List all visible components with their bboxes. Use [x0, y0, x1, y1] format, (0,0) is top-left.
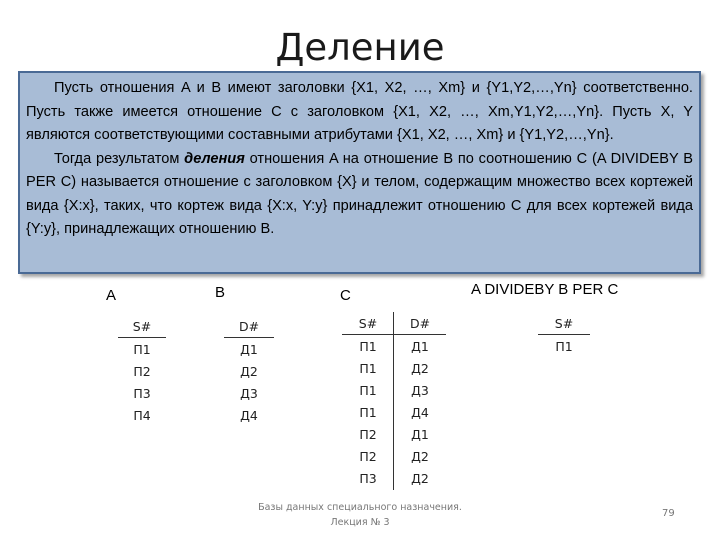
definition-text: Тогда результатом	[54, 150, 185, 167]
table-row	[342, 423, 446, 445]
table-cell: Д1	[240, 341, 258, 357]
table-cell: П1	[359, 360, 377, 376]
table-cell: Д2	[411, 448, 429, 464]
result-table	[538, 312, 590, 357]
relation-a-label: A	[106, 287, 117, 304]
result-label: A DIVIDEBY B PER C	[471, 281, 619, 298]
table-cell: П1	[359, 404, 377, 420]
definition-text: отношения A на отношение B по соотношению C (A DIVIDEBY B PER C) называется отношение с заголовком {X} и телом, содержащим множество всех кортежей вида {X:x}, таких, что кортеж вида {X:x, Y:y} принадлежит отношению C для всех кортежей вида {Y:y}, принадлежащих отношению B.	[26, 150, 693, 237]
definition-paragraph-1: Пусть отношения A и B имеют заголовки {X1, X2, …, Xm} и {Y1,Y2,…,Yn} соответственно. Пусть также имеется отношение C с заголовком {X1, X2, …, Xm,Y1,Y2,…,Yn}. Пусть X, Y являются соответствующими составными атрибутами {X1, X2, …, Xm} и {Y1,Y2,…,Yn}.	[26, 80, 693, 143]
table-row	[224, 338, 274, 361]
relation-a-header: S#	[118, 315, 166, 338]
relation-c-table	[342, 312, 446, 489]
table-cell: Д4	[411, 404, 429, 420]
table-cell: П1	[359, 382, 377, 398]
table-cell: Д4	[240, 407, 258, 423]
table-row	[118, 338, 166, 361]
table-row	[342, 379, 446, 401]
table-cell: Д2	[240, 363, 258, 379]
table-row	[342, 445, 446, 467]
result-header: S#	[538, 312, 590, 335]
definition-box	[18, 71, 701, 274]
relation-c-label: C	[340, 287, 351, 304]
table-cell: П2	[359, 448, 377, 464]
slide-footer	[230, 500, 490, 530]
table-cell: П1	[555, 338, 573, 354]
table-row	[342, 401, 446, 423]
table-row	[224, 404, 274, 426]
table-row	[118, 360, 166, 382]
definition-term: деления	[184, 150, 245, 167]
table-cell: Д2	[411, 360, 429, 376]
relation-c-header-d: D#	[394, 312, 446, 335]
slide-title: Деление	[275, 26, 445, 69]
table-cell: П3	[359, 470, 377, 486]
relation-c-header-s: S#	[342, 312, 394, 335]
definition-paragraph-2	[26, 148, 693, 242]
footer-lecture: Лекция № 3	[330, 517, 390, 528]
table-row	[224, 382, 274, 404]
table-cell: Д2	[411, 470, 429, 486]
table-cell: Д3	[240, 385, 258, 401]
table-cell: Д1	[411, 338, 429, 354]
relation-b-label: B	[215, 284, 226, 301]
table-cell: П2	[133, 363, 151, 379]
table-row	[118, 404, 166, 426]
table-row	[342, 357, 446, 379]
table-row	[342, 467, 446, 489]
table-cell: П2	[359, 426, 377, 442]
table-cell: П4	[133, 407, 151, 423]
relation-b-table	[224, 315, 274, 426]
table-cell: П1	[359, 338, 377, 354]
table-row	[224, 360, 274, 382]
table-cell: П1	[133, 341, 151, 357]
table-cell: Д1	[411, 426, 429, 442]
page-number: 79	[662, 508, 675, 519]
relation-a-table	[118, 315, 166, 426]
footer-course: Базы данных специального назначения.	[258, 502, 462, 513]
table-cell: П3	[133, 385, 151, 401]
table-cell: Д3	[411, 382, 429, 398]
table-row	[118, 382, 166, 404]
table-row	[342, 335, 446, 358]
relation-c-divider	[393, 312, 394, 490]
table-row	[538, 335, 590, 358]
relation-b-header: D#	[224, 315, 274, 338]
